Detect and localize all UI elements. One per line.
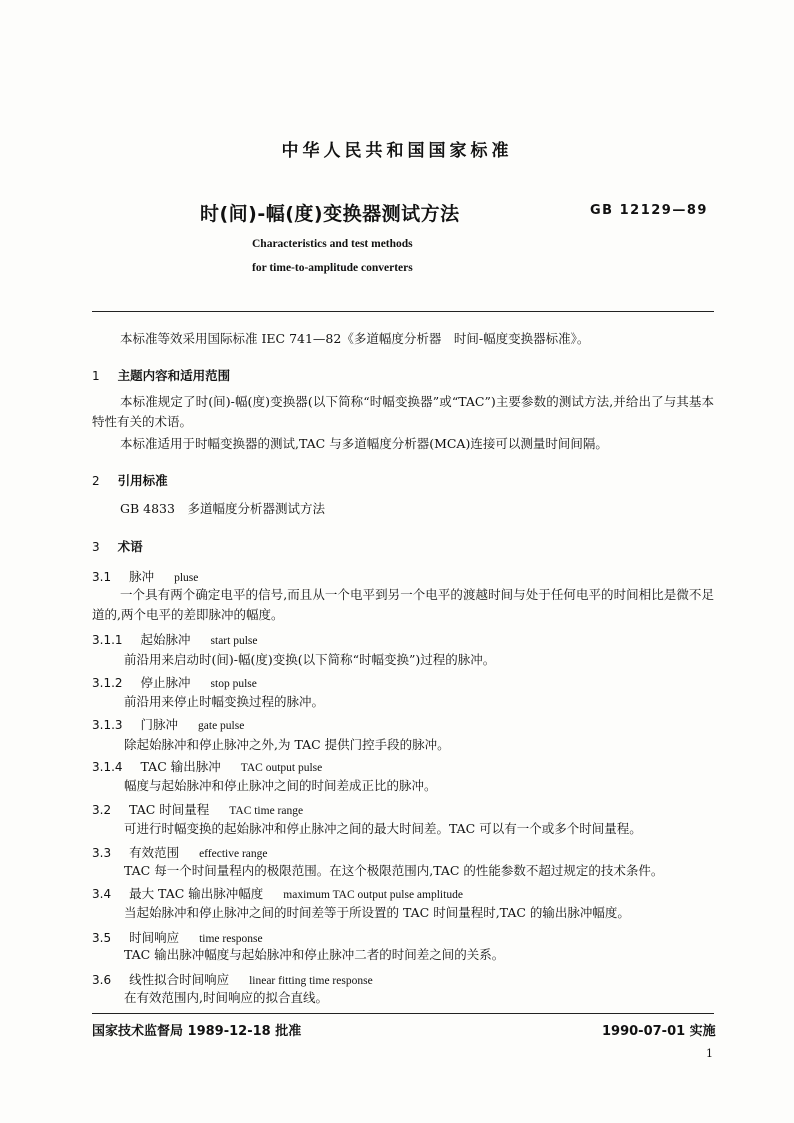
section-number: 1 [92, 369, 100, 383]
term-description: 幅度与起始脉冲和停止脉冲之间的时间差成正比的脉冲。 [124, 778, 437, 793]
document-title: 时(间)-幅(度)变换器测试方法 [200, 203, 460, 225]
term-description: 前沿用来停止时幅变换过程的脉冲。 [124, 694, 325, 709]
page-number: 1 [706, 1047, 713, 1060]
term-en: stop pulse [210, 678, 257, 690]
term-heading [92, 843, 268, 861]
term-heading [92, 928, 263, 946]
term-number: 3.2 [92, 803, 112, 817]
term-number: 3.1.4 [92, 760, 123, 774]
term-number: 3.6 [92, 973, 112, 987]
term-zh: TAC 输出脉冲 [140, 759, 221, 774]
term-en: pluse [174, 572, 199, 584]
term-zh: 线性拟合时间响应 [129, 972, 230, 987]
standard-title: 中华人民共和国国家标准 [281, 141, 513, 161]
standard-code: GB 12129—89 [590, 203, 708, 218]
term-heading [92, 970, 373, 988]
term-number: 3.1.3 [92, 718, 123, 732]
section-title: 引用标准 [117, 473, 168, 488]
term-heading [92, 715, 244, 733]
term-zh: 起始脉冲 [140, 632, 191, 647]
term-en: effective range [199, 848, 268, 860]
term-heading [92, 673, 257, 691]
reference-standard: GB 4833 多道幅度分析器测试方法 [120, 501, 325, 516]
section-number: 3 [92, 540, 100, 554]
section-number: 2 [92, 474, 100, 488]
term-description: 可进行时幅变换的起始脉冲和停止脉冲之间的最大时间差。TAC 可以有一个或多个时间量程。 [124, 821, 642, 836]
term-en: TAC output pulse [240, 762, 323, 774]
section-1-paragraph-1: 本标准规定了时(间)-幅(度)变换器(以下简称“时幅变换器”或“TAC”)主要参数的测试方法,并给出了与其基本特性有关的术语。 [92, 394, 714, 429]
section-title: 主题内容和适用范围 [117, 368, 231, 383]
term-en: TAC time range [229, 805, 304, 817]
term-description: 除起始脉冲和停止脉冲之外,为 TAC 提供门控手段的脉冲。 [124, 737, 450, 752]
term-description: 当起始脉冲和停止脉冲之间的时间差等于所设置的 TAC 时间量程时,TAC 的输出脉冲幅度。 [124, 905, 630, 920]
term-number: 3.1.2 [92, 676, 123, 690]
term-zh: 停止脉冲 [140, 675, 191, 690]
header-divider [92, 311, 714, 312]
term-description: TAC 每一个时间量程内的极限范围。在这个极限范围内,TAC 的性能参数不超过规定的技术条件。 [124, 863, 664, 878]
term-en: maximum TAC output pulse amplitude [283, 889, 463, 901]
intro-paragraph: 本标准等效采用国际标准 IEC 741—82《多道幅度分析器 时间-幅度变换器标准》。 [120, 331, 590, 346]
term-number: 3.1 [92, 570, 112, 584]
term-zh: 有效范围 [129, 845, 180, 860]
term-number: 3.5 [92, 931, 112, 945]
term-heading [92, 800, 303, 818]
term-heading [92, 884, 463, 902]
term-en: linear fitting time response [249, 975, 373, 987]
term-heading [92, 630, 257, 648]
term-number: 3.4 [92, 887, 112, 901]
term-number: 3.3 [92, 846, 112, 860]
term-description: 一个具有两个确定电平的信号,而且从一个电平到另一个电平的渡越时间与处于任何电平的时间相比是微不足道的,两个电平的差即脉冲的幅度。 [92, 587, 714, 622]
term-zh: 脉冲 [129, 569, 155, 584]
section-3-heading [92, 537, 143, 555]
section-1-paragraph-2: 本标准适用于时幅变换器的测试,TAC 与多道幅度分析器(MCA)连接可以测量时间间隔。 [120, 436, 608, 451]
term-number: 3.1.1 [92, 633, 123, 647]
term-heading [92, 567, 198, 585]
term-zh: 最大 TAC 输出脉冲幅度 [129, 886, 264, 901]
english-title-line2: for time-to-amplitude converters [252, 262, 413, 274]
term-en: time response [199, 933, 263, 945]
term-en: gate pulse [198, 720, 245, 732]
term-en: start pulse [210, 635, 258, 647]
term-zh: TAC 时间量程 [129, 802, 210, 817]
term-description: 前沿用来启动时(间)-幅(度)变换(以下简称“时幅变换”)过程的脉冲。 [124, 652, 496, 667]
approval-note: 国家技术监督局 1989-12-18 批准 [92, 1024, 302, 1039]
footer-divider [92, 1013, 714, 1014]
term-heading [92, 757, 322, 775]
section-title: 术语 [117, 539, 143, 554]
effective-date: 1990-07-01 实施 [602, 1024, 716, 1039]
term-description: 在有效范围内,时间响应的拟合直线。 [124, 990, 328, 1005]
section-1-heading [92, 366, 230, 384]
term-zh: 门脉冲 [140, 717, 179, 732]
english-title-line1: Characteristics and test methods [252, 238, 413, 250]
section-2-heading [92, 471, 168, 489]
term-zh: 时间响应 [129, 930, 180, 945]
term-description: TAC 输出脉冲幅度与起始脉冲和停止脉冲二者的时间差之间的关系。 [124, 947, 505, 962]
